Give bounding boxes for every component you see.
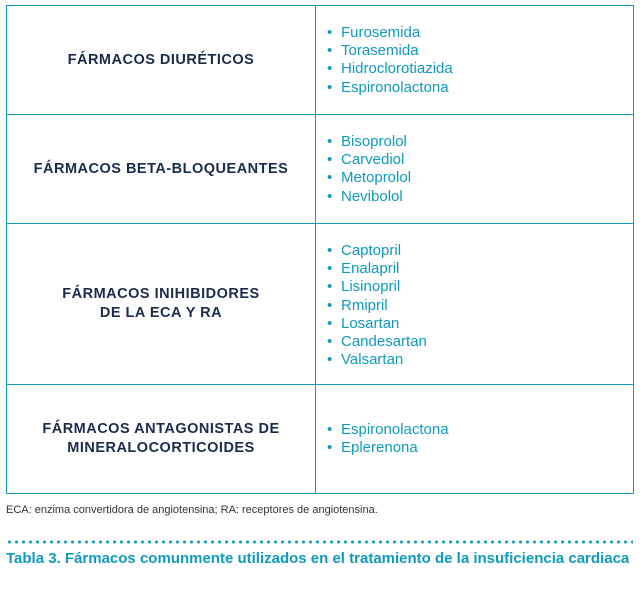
- table-row: [7, 385, 634, 494]
- bullet-icon: •: [327, 333, 333, 351]
- bullet-icon: •: [327, 187, 333, 205]
- bullet-icon: •: [327, 420, 333, 438]
- drug-list: [316, 133, 633, 206]
- table-row: [7, 115, 634, 224]
- dotted-divider: [6, 540, 633, 544]
- drug-list-cell: [316, 224, 634, 385]
- drug-list: [316, 421, 633, 457]
- list-item: • Bisoprolol: [327, 133, 407, 150]
- list-item: • Espironolactona: [327, 420, 449, 438]
- list-item: • Candesartan: [327, 333, 427, 351]
- list-item: • Metoprolol: [327, 169, 412, 187]
- list-item: • Hidroclorotiazida: [327, 60, 453, 78]
- drug-list: [316, 24, 633, 97]
- category-cell: [7, 6, 316, 115]
- list-item: • Enalapril: [327, 260, 400, 278]
- bullet-icon: •: [327, 278, 333, 296]
- bullet-icon: •: [327, 242, 333, 259]
- list-item: • Lisinopril: [327, 278, 401, 296]
- table-caption: Tabla 3. Fármacos comunmente utilizados en el tratamiento de la insuficiencia cardiaca: [6, 550, 630, 567]
- category-label: FÁRMACOS DIURÉTICOS: [67, 51, 255, 68]
- category-label-line-1: FÁRMACOS INIHIBIDORES: [62, 286, 260, 302]
- list-item: • Torasemida: [327, 42, 419, 60]
- bullet-icon: •: [327, 314, 333, 332]
- bullet-icon: •: [327, 296, 333, 314]
- table-row: [7, 224, 634, 385]
- bullet-icon: •: [327, 78, 333, 96]
- footnote: ECA: enzima convertidora de angiotensina; RA: receptores de angiotensina.: [6, 504, 378, 516]
- drug-list-cell: [316, 6, 634, 115]
- category-cell: [7, 224, 316, 385]
- list-item: • Losartan: [327, 314, 400, 332]
- table-row: [7, 6, 634, 115]
- bullet-icon: •: [327, 60, 333, 78]
- bullet-icon: •: [327, 169, 333, 187]
- category-cell: [7, 115, 316, 224]
- drug-table: [6, 5, 634, 494]
- list-item: • Rmipril: [327, 296, 388, 314]
- list-item: • Carvediol: [327, 151, 405, 169]
- list-item: • Eplerenona: [327, 439, 418, 456]
- drug-list: [316, 242, 633, 369]
- drug-list-cell: [316, 385, 634, 494]
- category-label-line-2: MINERALOCORTICOIDES: [67, 440, 255, 456]
- bullet-icon: •: [327, 24, 333, 41]
- list-item: • Espironolactona: [327, 78, 449, 96]
- list-item: • Captopril: [327, 242, 402, 259]
- bullet-icon: •: [327, 133, 333, 150]
- category-cell: [7, 385, 316, 494]
- bullet-icon: •: [327, 260, 333, 278]
- drug-list-cell: [316, 115, 634, 224]
- bullet-icon: •: [327, 151, 333, 169]
- category-label-line-1: FÁRMACOS ANTAGONISTAS DE: [42, 421, 280, 437]
- category-label-line-2: DE LA ECA Y RA: [99, 305, 223, 321]
- list-item: • Valsartan: [327, 351, 404, 369]
- bullet-icon: •: [327, 351, 333, 369]
- bullet-icon: •: [327, 439, 333, 456]
- bullet-icon: •: [327, 42, 333, 60]
- category-label: FÁRMACOS BETA-BLOQUEANTES: [33, 160, 289, 177]
- list-item: • Nevibolol: [327, 187, 403, 205]
- list-item: • Furosemida: [327, 24, 421, 41]
